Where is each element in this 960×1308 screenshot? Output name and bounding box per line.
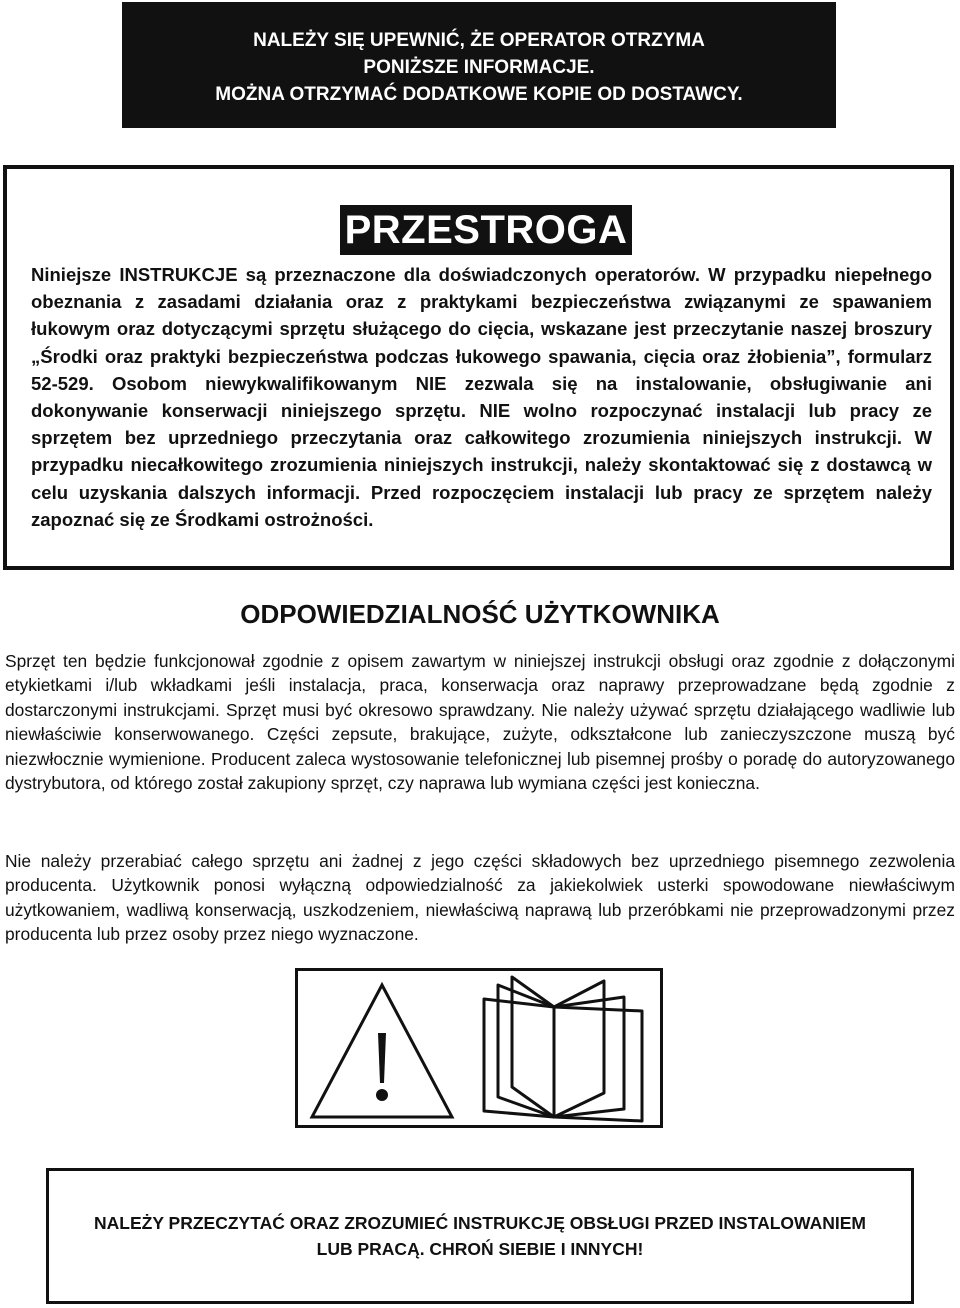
banner-line-3: MOŻNA OTRZYMAĆ DODATKOWE KOPIE OD DOSTAWCY. <box>215 83 743 105</box>
responsibility-paragraph-2: Nie należy przerabiać całego sprzętu ani żadnej z jego części składowych bez uprzedniego pisemnego zezwolenia producenta. Użytkownik ponosi wyłączną odpowiedzialność za jakiekolwiek usterki spowodowane niewłaściwym użytkowaniem, wadliwą konserwacją, uszkodzeniem, niewłaściwą naprawą lub przeróbkami nie przeprowadzonymi przez producenta lub przez osoby przez niego wyznaczone. <box>5 851 955 945</box>
open-manual-icon <box>484 977 642 1121</box>
banner-line-1: NALEŻY SIĘ UPEWNIĆ, ŻE OPERATOR OTRZYMA <box>253 29 705 51</box>
bottom-notice-line-2: LUB PRACĄ. CHROŃ SIEBIE I INNYCH! <box>316 1239 644 1259</box>
caution-title: PRZESTROGA <box>340 205 632 255</box>
warning-triangle-icon <box>312 985 452 1117</box>
bottom-notice-line-1: NALEŻY PRZECZYTAĆ ORAZ ZROZUMIEĆ INSTRUKCJĘ OBSŁUGI PRZED INSTALOWANIEM <box>94 1213 866 1233</box>
read-manual-symbol <box>295 968 663 1128</box>
caution-text: Niniejsze INSTRUKCJE są przeznaczone dla doświadczonych operatorów. W przypadku niepełnego obeznania z zasadami działania oraz z praktykami bezpieczeństwa związanymi ze spawaniem łukowym oraz dotyczącymi sprzętu służącego do cięcia, wskazane jest przeczytanie naszej broszury „Środki oraz praktyki bezpieczeństwa podczas łukowego spawania, cięcia oraz żłobienia”, formularz 52-529. Osobom niewykwalifikowanym NIE zezwala się na instalowanie, obsługiwanie ani dokonywanie konserwacji niniejszego sprzętu. NIE wolno rozpoczynać instalacji lub pracy ze sprzętem bez uprzedniego przeczytania oraz całkowitego zrozumienia niniejszych instrukcji. W przypadku niecałkowitego zrozumienia niniejszych instrukcji, należy skontaktować się z dostawcą w celu uzyskania dalszych informacji. Przed rozpoczęciem instalacji lub pracy ze sprzętem należy zapoznać się ze Środkami ostrożności. <box>31 264 932 530</box>
top-warning-banner <box>122 2 836 128</box>
user-responsibility-heading: ODPOWIEDZIALNOŚĆ UŻYTKOWNIKA <box>240 599 720 629</box>
caution-box <box>3 165 954 570</box>
bottom-notice-box <box>46 1168 914 1304</box>
banner-line-2: PONIŻSZE INFORMACJE. <box>363 56 595 78</box>
responsibility-paragraph-1: Sprzęt ten będzie funkcjonował zgodnie z opisem zawartym w niniejszej instrukcji obsługi oraz zgodnie z dołączonymi etykietkami i/lub wkładkami jeśli instalacja, praca, konserwacja oraz naprawy przeprowadzane będą zgodnie z dostarczonymi instrukcjami. Sprzęt musi być okresowo sprawdzany. Nie należy używać sprzętu działającego wadliwie lub niewłaściwie konserwowanego. Części zepsute, brakujące, zużyte, odkształcone lub zanieczyszczone muszą być niezwłocznie wymienione. Producent zaleca wystosowanie telefonicznej lub pisemnej prośby o poradę do autoryzowanego dystrybutora, od którego został zakupiony sprzęt, czy naprawa lub wymiana części jest konieczna. <box>5 651 955 794</box>
